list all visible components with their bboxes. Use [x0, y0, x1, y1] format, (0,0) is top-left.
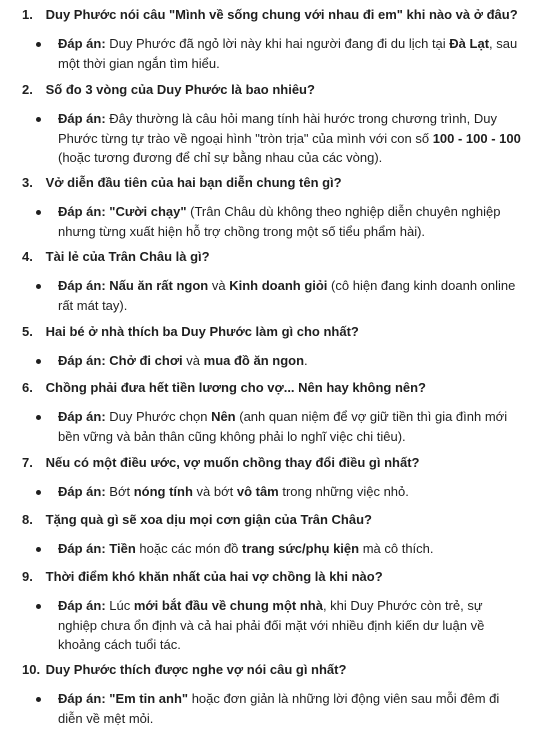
answer-text: Duy Phước đã ngỏ lời này khi hai người đang đi du lịch tại: [105, 36, 450, 51]
question-2: [22, 81, 526, 99]
answer-4: [58, 276, 524, 315]
answer-bold-text: Đáp án:: [58, 598, 106, 613]
question-text: Duy Phước nói câu "Mình về sống chung với nhau đi em" khi nào và ở đâu?: [45, 7, 518, 22]
answer-5: [58, 351, 524, 371]
answer-bold-text: nóng tính: [133, 484, 193, 499]
answer-bold-text: Đáp án:: [58, 204, 106, 219]
answer-text: mà cô thích.: [359, 541, 434, 556]
question-1: [22, 6, 526, 24]
answer-bold-text: Kinh doanh giỏi: [229, 278, 328, 293]
answer-text: Đây thường là câu hỏi mang tính hài hước trong chương trình, Duy Phước từng tự trào về ngoại hình "tròn trịa" của mình với con số: [58, 111, 497, 146]
answer-bold-text: Nên: [211, 409, 236, 424]
answer-bold-text: Chở đi chơi: [109, 353, 183, 368]
question-10: [22, 661, 526, 679]
question-text: Thời điểm khó khăn nhất của hai vợ chồng là khi nào?: [45, 569, 383, 584]
question-number: 4.: [22, 249, 33, 264]
answer-text: và: [208, 278, 230, 293]
question-number: 5.: [22, 324, 33, 339]
answer-text: và bớt: [192, 484, 237, 499]
question-number: 3.: [22, 175, 33, 190]
answer-7: [58, 482, 524, 502]
answer-1: [58, 34, 524, 73]
question-8: [22, 511, 526, 529]
answer-bold-text: "Em tin anh": [109, 691, 189, 706]
answer-bold-text: Nấu ăn rất ngon: [109, 278, 209, 293]
answer-bold-text: mua đồ ăn ngon: [203, 353, 305, 368]
question-text: Tặng quà gì sẽ xoa dịu mọi cơn giận của Trân Châu?: [45, 512, 372, 527]
answer-bold-text: Đà Lạt: [449, 36, 490, 51]
bullet-icon: [36, 415, 41, 420]
answer-bold-text: Đáp án:: [58, 691, 106, 706]
question-9: [22, 568, 526, 586]
answer-text: Bớt: [105, 484, 134, 499]
bullet-icon: [36, 697, 41, 702]
bullet-icon: [36, 284, 41, 289]
bullet-icon: [36, 547, 41, 552]
bullet-icon: [36, 42, 41, 47]
question-number: 7.: [22, 455, 33, 470]
answer-bold-text: Đáp án:: [58, 484, 106, 499]
answer-text: , sau một thời gian ngắn tìm hiểu.: [58, 36, 518, 71]
question-number: 9.: [22, 569, 33, 584]
question-text: Duy Phước thích được nghe vợ nói câu gì nhất?: [45, 662, 347, 677]
question-text: Vở diễn đầu tiên của hai bạn diễn chung tên gì?: [45, 175, 342, 190]
answer-text: Duy Phước chọn: [105, 409, 212, 424]
question-number: 2.: [22, 82, 33, 97]
question-number: 10.: [22, 662, 41, 677]
answer-bold-text: trang sức/phụ kiện: [242, 541, 360, 556]
question-4: [22, 248, 526, 266]
question-5: [22, 323, 526, 341]
question-7: [22, 454, 526, 472]
answer-bold-text: Đáp án:: [58, 36, 106, 51]
answer-text: (anh quan niệm để vợ giữ tiền thì gia đình mới bền vững và bản thân cũng không phải lo nghĩ việc chi tiêu).: [58, 409, 508, 444]
answer-bold-text: 100 - 100 - 100: [432, 130, 521, 146]
answer-8: [58, 539, 524, 559]
answer-bold-text: Đáp án:: [58, 353, 106, 368]
answer-bold-text: "Cười chạy": [109, 204, 187, 219]
question-number: 6.: [22, 380, 33, 395]
answer-text: (cô hiện đang kinh doanh online rất mát tay).: [58, 278, 516, 313]
question-text: Hai bé ở nhà thích ba Duy Phước làm gì cho nhất?: [45, 324, 359, 339]
question-number: 1.: [22, 7, 33, 22]
answer-text: và: [182, 353, 204, 368]
answer-bold-text: Đáp án:: [58, 409, 106, 424]
answer-bold-text: Đáp án:: [58, 541, 106, 556]
answer-9: [58, 596, 524, 655]
question-6: [22, 379, 526, 397]
bullet-icon: [36, 117, 41, 122]
answer-10: [58, 689, 524, 728]
answer-text: hoặc các món đồ: [135, 541, 243, 556]
answer-text: (Trân Châu dù không theo nghiệp diễn chuyên nghiệp nhưng từng xuất hiện hỗ trợ chồng trong một số tiểu phẩm hài).: [58, 204, 501, 239]
question-text: Tài lẻ của Trân Châu là gì?: [45, 249, 210, 264]
answer-text: .: [304, 353, 308, 368]
answer-bold-text: Đáp án:: [58, 278, 106, 293]
bullet-icon: [36, 490, 41, 495]
bullet-icon: [36, 210, 41, 215]
question-text: Chồng phải đưa hết tiền lương cho vợ... Nên hay không nên?: [45, 380, 427, 395]
answer-bold-text: Tiền: [109, 541, 136, 556]
bullet-icon: [36, 604, 41, 609]
answer-bold-text: Đáp án:: [58, 111, 106, 126]
answer-text: trong những việc nhỏ.: [278, 484, 409, 499]
question-text: Nếu có một điều ước, vợ muốn chồng thay đổi điều gì nhất?: [45, 455, 420, 470]
answer-text: hoặc đơn giản là những lời động viên sau mỗi đêm đi diễn về mệt mỏi.: [58, 691, 500, 726]
answer-2: [58, 109, 524, 168]
question-3: [22, 174, 526, 192]
question-number: 8.: [22, 512, 33, 527]
answer-3: [58, 202, 524, 241]
answer-6: [58, 407, 524, 446]
question-text: Số đo 3 vòng của Duy Phước là bao nhiêu?: [45, 82, 315, 97]
bullet-icon: [36, 359, 41, 364]
answer-text: , khi Duy Phước còn trẻ, sự nghiệp chưa ổn định và cả hai phải đối mặt với nhiều định kiến dư luận về khoảng cách tuổi tác.: [58, 598, 485, 652]
answer-bold-text: vô tâm: [236, 484, 279, 499]
answer-bold-text: mới bắt đầu về chung một nhà: [133, 598, 323, 613]
answer-text: Lúc: [105, 598, 134, 613]
answer-text: (hoặc tương đương để chỉ sự bằng nhau của các vòng).: [58, 150, 383, 165]
